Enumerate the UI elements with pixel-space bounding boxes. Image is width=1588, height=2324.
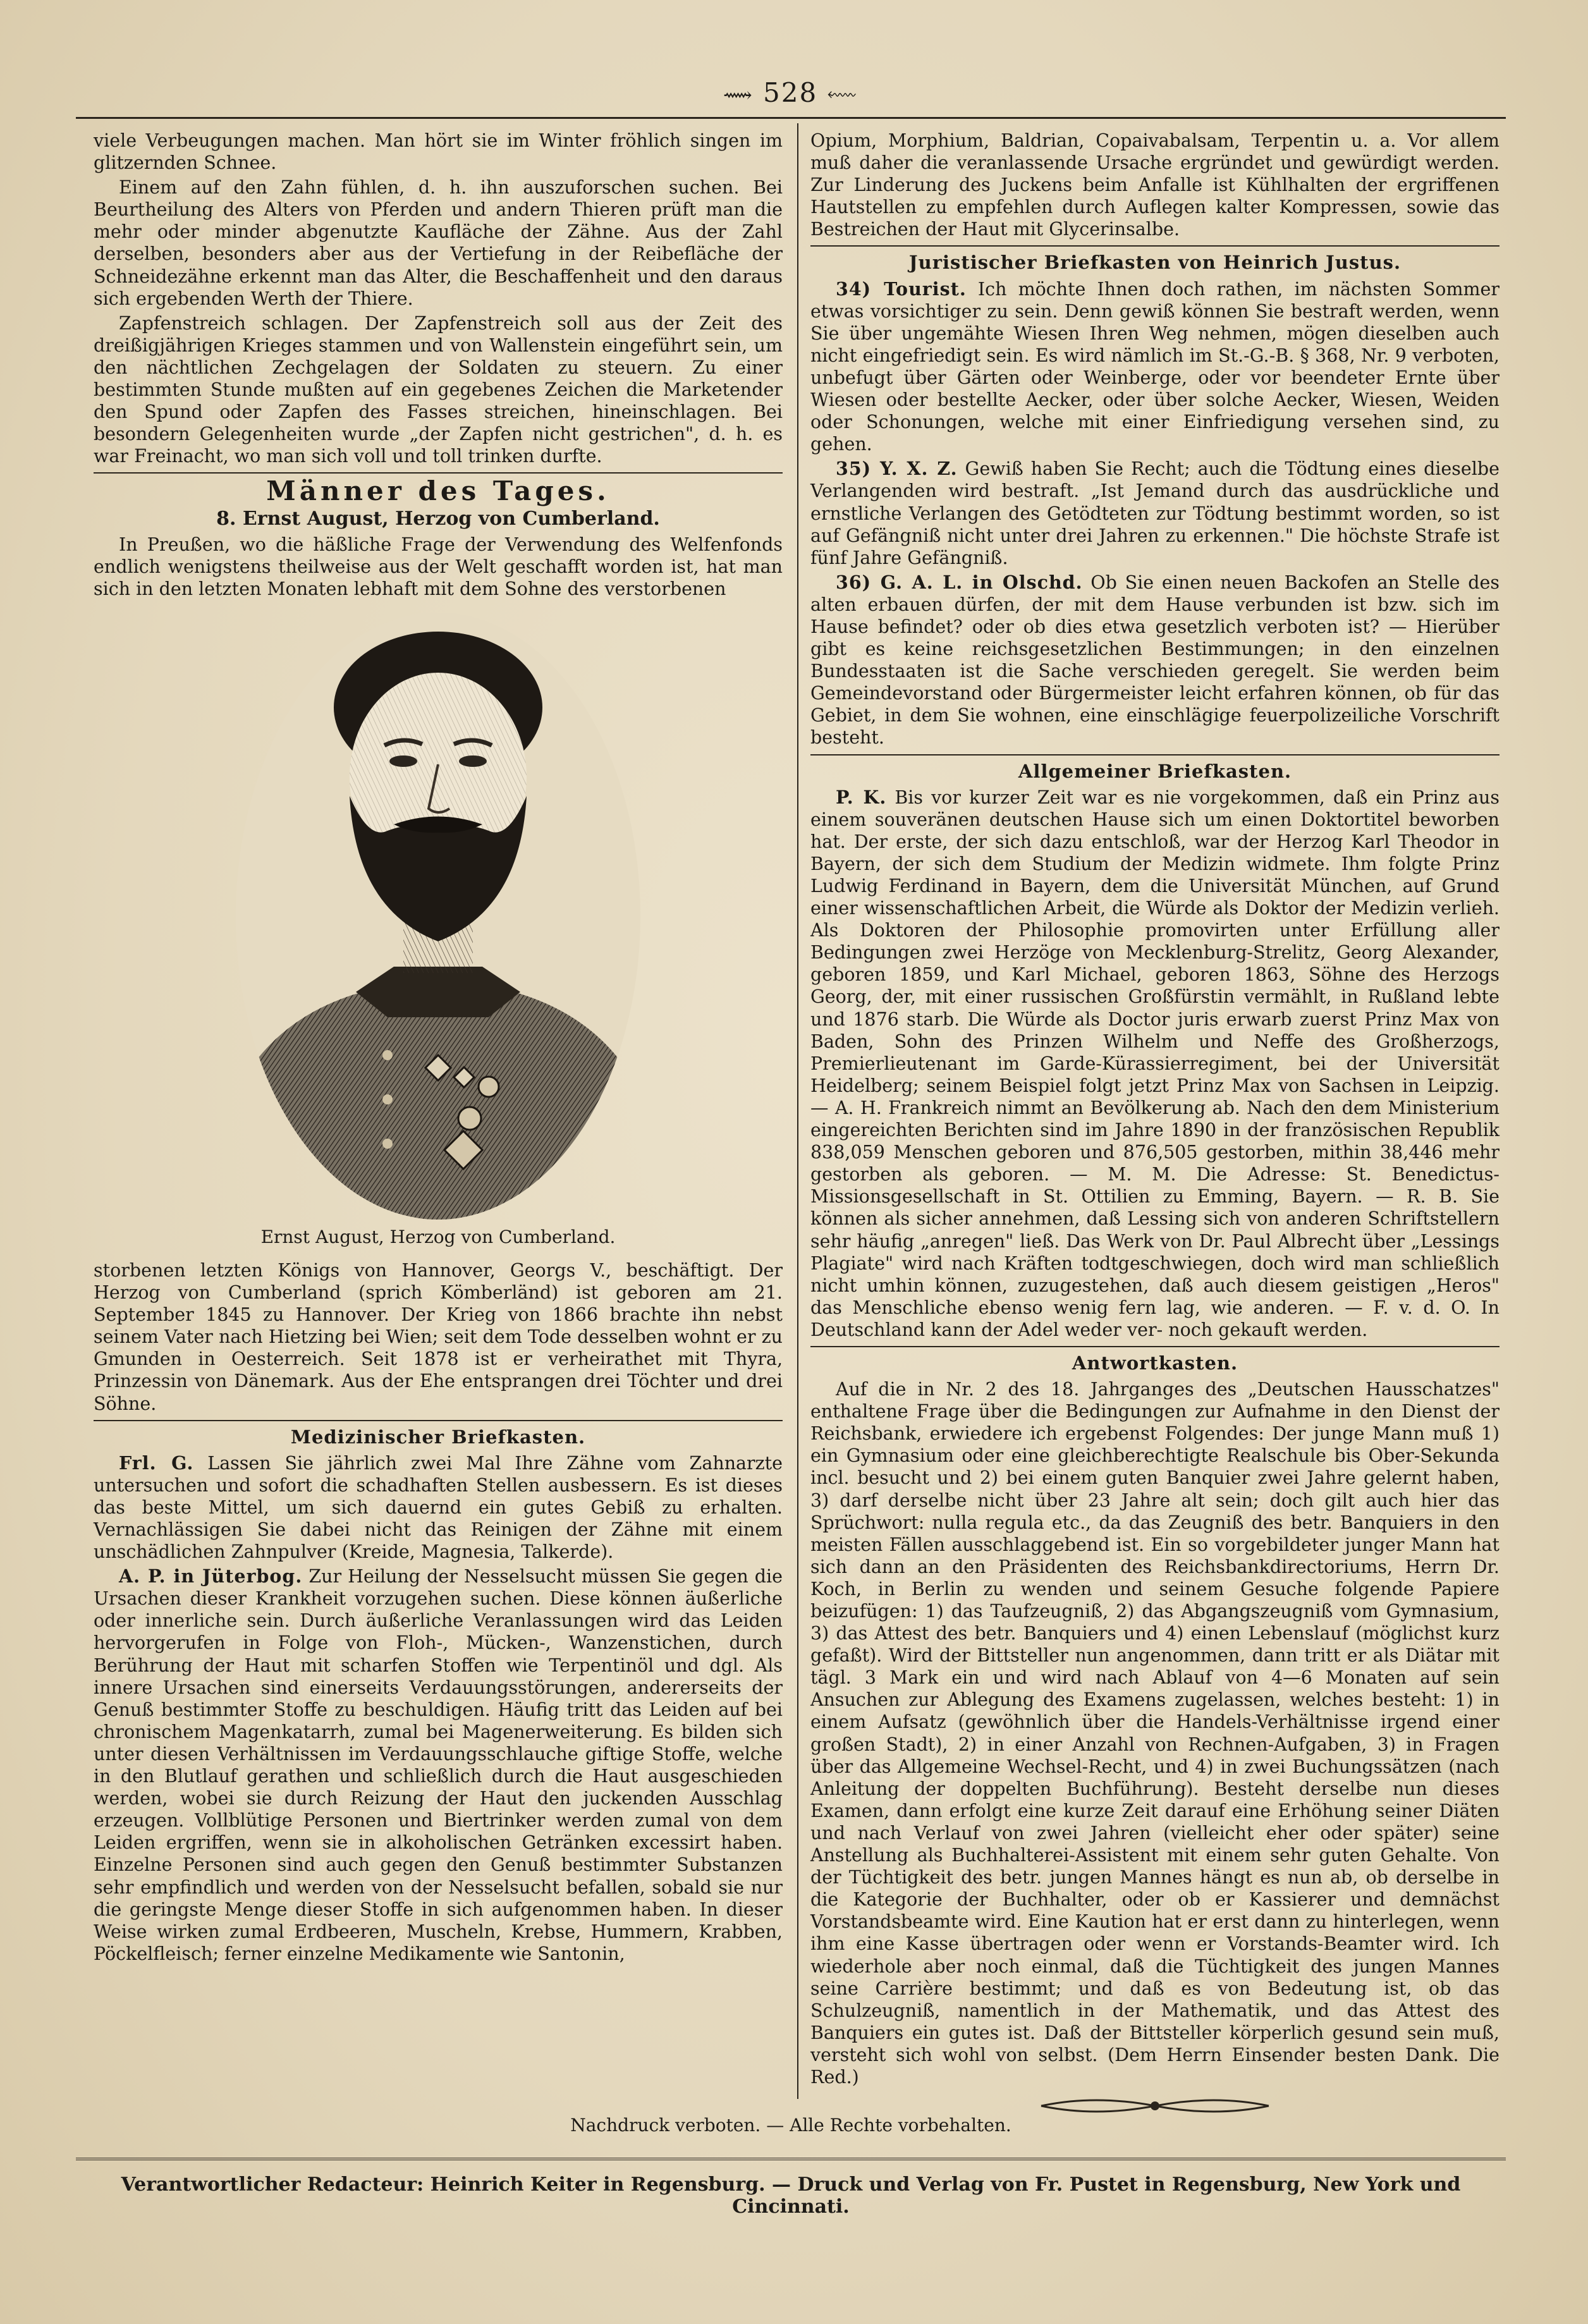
section-rule	[810, 1346, 1499, 1347]
medical-continuation: Opium, Morphium, Baldrian, Copaivabalsam, Terpentin u. a. Vor allem muß daher die veranlassende Ursache ergründet und gewürdigt werden. Zur Linderung des Juckens beim Anfalle ist Kühlhalten der ergriffenen Hautstellen zu empfehlen durch Auflegen kalter Kompressen, sowie das Bestreichen der Haut mit Glycerinsalbe.	[810, 130, 1499, 240]
legal-entry	[810, 278, 1499, 456]
entry-text: Zur Heilung der Nesselsucht müssen Sie gegen die Ursachen dieser Krankheit vorzugehen suchen. Diese können äußerliche oder innerliche sein. Durch äußerliche Veranlassungen wird das Leiden hervorgerufen in Folge von Floh-, Mücken-, Wanzenstichen, durch Berührung der Haut mit scharfen Stoffen wie Terpentinöl und dgl. Als innere Ursachen sind einerseits Verdauungsstörungen, andererseits der Genuß bestimmter Stoffe zu beschuldigen. Häufig tritt das Leiden auf bei chronischem Magenkatarrh, zumal bei Magenerweiterung. Es bilden sich unter diesen Verhältnissen im Verdauungsschlauche giftige Stoffe, welche in den Blutlauf gerathen und schließlich durch die Haut ausgeschieden werden, wobei sie durch Reizung der Haut den juckenden Ausschlag erzeugen. Vollblütige Personen und Biertrinker werden zumal von dem Leiden ergriffen, wenn sie in alkoholischen Getränken excessirt haben. Einzelne Personen sind auch gegen den Genuß bestimmter Substanzen sehr empfindlich und werden von der Nesselsucht befallen, sobald sie nur die geringste Menge dieser Stoffe in sich aufgenommen haben. In dieser Weise wirken zumal Erdbeeren, Muscheln, Krebse, Hummern, Krabben, Pöckelfleisch; ferner einzelne Medikamente wie Santonin,	[94, 1566, 783, 1964]
section-rule	[94, 472, 783, 474]
page-number	[708, 77, 872, 108]
intro-paragraph: viele Verbeugungen machen. Man hört sie im Winter fröhlich singen im glitzernden Schnee.	[94, 130, 783, 174]
section-rule	[94, 1420, 783, 1421]
entry-text: Lassen Sie jährlich zwei Mal Ihre Zähne vom Zahnarzte untersuchen und sofort die schadhaften Stellen ausbessern. Es ist dieses das beste Mittel, um sich dauernd ein gutes Gebiß zu erhalten. Vernachlässigen Sie dabei nicht das Reinigen der Zähne mit einem unschädlichen Zahnpulver (Kreide, Magnesia, Talkerde).	[94, 1452, 783, 1563]
page-number-value: 528	[763, 77, 818, 108]
medical-entry	[94, 1452, 783, 1563]
entry-text: Ich möchte Ihnen doch rathen, im nächsten Sommer etwas vorsichtiger zu sein. Denn gewiß können Sie bestraft werden, wenn Sie über ungemähte Wiesen Ihren Weg nehmen, mögen dieselben auch nicht eingefriedigt sein. Es wird nämlich im St.-G.-B. § 368, Nr. 9 verboten, unbefugt über Gärten oder Weinberge, oder vor beendeter Ernte über Wiesen oder bestellte Aecker, oder über solche Aecker, Wiesen, Weiden oder Schonungen, welche mit einer Einfriedigung versehen sind, zu gehen.	[810, 278, 1500, 455]
legal-entry	[810, 458, 1499, 568]
general-entry	[810, 786, 1499, 1341]
ornament-left-icon: ⟿	[723, 83, 754, 107]
entry-name: 34) Tourist.	[836, 278, 967, 300]
entry-text: Bis vor kurzer Zeit war es nie vorgekommen, daß ein Prinz aus einem souveränen deutschen Hause sich um einen Doktortitel beworben hat. Der erste, der sich dazu entschloß, war der Herzog Karl Theodor in Bayern, der sich dem Studium der Medizin widmete. Ihm folgte Prinz Ludwig Ferdinand in Bayern, dem die Universität München, auf Grund einer wissenschaftlichen Arbeit, die Würde als Doktor der Medizin verlieh. Als Doktoren der Philosophie promovirten unter Erfüllung aller Bedingungen zwei Herzöge von Mecklenburg-Strelitz, Georg Alexander, geboren 1859, und Karl Michael, geboren 1863, Söhne des Herzogs Georg, der, mit einer russischen Großfürstin vermählt, in Rußland lebte und 1876 starb. Die Würde als Doctor juris erwarb zuerst Prinz Max von Baden, Sohn des Prinzen Wilhelm und Neffe des Großherzogs, Premierlieutenant im Garde-Kürassierregiment, bei der Universität Heidelberg; seinem Beispiel folgt jetzt Prinz Max von Sachsen in Leipzig. — A. H. Frankreich nimmt an Bevölkerung ab. Nach den dem Ministerium eingereichten Berichten sind im Jahre 1890 in der französischen Republik 838,059 Menschen geboren und 876,505 gestorben, mithin 38,446 mehr gestorben als geboren. — M. M. Die Adresse: St. Benedictus-Missionsgesellschaft in St. Ottilien zu Emming, Bayern. — R. B. Sie können als sicher annehmen, daß Lessing sich von anderen Schriftstellern sehr häufig „anregen" ließ. Das Werk von Dr. Paul Albrecht über „Lessings Plagiate" wird nach Kräften todtgeschwiegen, doch wird man schließlich nicht umhin können, zuzugestehen, daß auch diesem geistigen „Heros" das Menschliche ebenso wenig fern lag, wie anderen. — F. v. d. O. In Deutschland kann der Adel weder ver- noch gekauft werden.	[810, 786, 1500, 1340]
imprint-line: Verantwortlicher Redacteur: Heinrich Keiter in Regensburg. — Druck und Verlag von Fr. Pustet in Regensburg, New York und Cincinnati.	[121, 2174, 1461, 2218]
section-rule	[810, 245, 1499, 247]
medical-entry	[94, 1565, 783, 1965]
entry-name: 35) Y. X. Z.	[836, 458, 958, 480]
entry-name: A. P. in Jüterbog.	[119, 1565, 303, 1587]
answer-paragraph: Auf die in Nr. 2 des 18. Jahrganges des „Deutschen Hausschatzes" enthaltene Frage über die Bedingungen zur Aufnahme in den Dienst der Reichsbank, erwiedere ich ergebenst Folgendes: Der junge Mann muß 1) ein Gymnasium oder eine gleichberechtigte Realschule bis Ober-Sekunda incl. besucht und 2) bei einem guten Banquier zwei Jahre gelernt haben, 3) darf derselbe nicht über 23 Jahre alt sein; doch gilt auch hier das Sprüchwort: nulla regula etc., da das Zeugniß des betr. Banquiers in den meisten Fällen ausschlaggebend ist. Ein so vorgebildeter junger Mann hat sich dann an den Präsidenten des Reichsbankdirectoriums, Herrn Dr. Koch, in Berlin zu wenden und seinem Gesuche folgende Papiere beizufügen: 1) das Taufzeugniß, 2) das Abgangszeugniß vom Gymnasium, 3) das Attest des betr. Banquiers und 4) einen Lebenslauf (möglichst kurz gefaßt). Wird der Bittsteller nun angenommen, dann tritt er als Diätar mit tägl. 3 Mark ein und wird nach Ablauf von 4—6 Monaten auf sein Ansuchen zur Ablegung des Examens zugelassen, welches besteht: 1) in einem Aufsatz (gewöhnlich über die Handels-Verhältnisse irgend einer großen Stadt), 2) in einer Anzahl von Rechnen-Aufgaben, 3) in Fragen über das Allgemeine Wechsel-Recht, und 4) in zwei Buchungssätzen (nach Anleitung der doppelten Buchführung). Besteht derselbe nun dieses Examen, dann erfolgt eine kurze Zeit darauf eine Erhöhung seiner Diäten und nach Verlauf von zwei Jahren (vielleicht eher oder später) seine Anstellung als Buchhalterei-Assistent mit einem sehr guten Gehalte. Von der Tüchtigkeit des betr. jungen Mannes hängt es nun ab, ob derselbe in die Kategorie der Buchhalter, oder ob er Kassierer und demnächst Vorstandsbeamte wird. Eine Kaution hat er erst dann zu hinterlegen, wenn ihm eine Kasse übertragen oder wenn er Vorstands-Beamter wird. Ich wiederhole aber noch einmal, daß die Tüchtigkeit des jungen Mannes seine Carrière bestimmt; und daß es von Bedeutung ist, ob das Schulzeugniß, namentlich in der Mathematik, und das Attest des Banquiers ein gutes ist. Daß der Bittsteller körperlich gesund sein muß, versteht sich wohl von selbst. (Dem Herrn Einsender besten Dank. Die Red.)	[810, 1379, 1499, 2088]
entry-text: Ob Sie einen neuen Backofen an Stelle des alten erbauen dürfen, der mit dem Hause verbunden ist bzw. sich im Hause befindet? oder ob dies etwa gesetzlich verboten ist? — Hierüber gibt es keine reichsgesetzlichen Bestimmungen; in den einzelnen Bundesstaaten ist die Sache verschieden geregelt. Sie werden beim Gemeindevorstand oder Bürgermeister leicht erfahren können, ob für das Gebiet, in dem Sie wohnen, eine einschlägige feuerpolizeiliche Vorschrift besteht.	[810, 572, 1499, 749]
intro-paragraph: Zapfenstreich schlagen. Der Zapfenstreich soll aus der Zeit des dreißigjährigen Krieges stammen und von Wallenstein eingeführt sein, um den nächtlichen Zechgelagen der Soldaten zu steuern. Zu einer bestimmten Stunde mußten auf ein gegebenes Zeichen die Marketender den Spund oder Zapfen des Fasses streichen, hineinschlagen. Bei besondern Gelegenheiten wurde „der Zapfen nicht gestrichen", d. h. es war Freinacht, wo man sich voll und toll trinken durfte.	[94, 312, 783, 467]
article-paragraph: In Preußen, wo die häßliche Frage der Verwendung des Welfenfonds endlich wenigstens theilweise aus der Welt geschafft worden ist, hat man sich in den letzten Monaten lebhaft mit dem Sohne des verstorbenen	[94, 534, 783, 599]
column-divider	[797, 123, 798, 2099]
portrait-engraving	[236, 613, 640, 1220]
article-title: 8. Ernst August, Herzog von Cumberland.	[216, 507, 660, 530]
entry-text: Gewiß haben Sie Recht; auch die Tödtung eines dieselbe Verlangenden wird bestraft. „Ist Jemand durch das ausdrückliche und ernstliche Verlangen des Getödteten zur Tödtung bestimmt worden, so ist auf Gefängniß nicht unter drei Jahren zu erkennen." Die höchste Strafe ist fünf Jahre Gefängniß.	[810, 458, 1500, 568]
right-column	[810, 130, 1499, 2124]
entry-name: Frl. G.	[119, 1452, 194, 1474]
medical-section-title: Medizinischer Briefkasten.	[290, 1426, 586, 1448]
legal-entry	[810, 572, 1499, 749]
intro-paragraph: Einem auf den Zahn fühlen, d. h. ihn auszuforschen suchen. Bei Beurtheilung des Alters von Pferden und andern Thieren prüft man die mehr oder minder abgenutzte Kaufläche der Zähne. Aus der Zahl derselben, besonders aber aus der Vertiefung in der Reibefläche der Schneidezähne erkennt man das Alter, die Beschaffenheit und den daraus sich ergebenden Werth der Thiere.	[94, 177, 783, 309]
article-paragraph: storbenen letzten Königs von Hannover, Georgs V., beschäftigt. Der Herzog von Cumberland (sprich Kömberländ) ist geboren am 21. September 1845 zu Hannover. Der Krieg von 1866 brachte ihn nebst seinem Vater nach Hietzing bei Wien; seit dem Tode desselben wohnt er zu Gmunden in Oesterreich. Seit 1878 ist er verheirathet mit Thyra, Prinzessin von Dänemark. Aus der Ehe entsprangen drei Töchter und drei Söhne.	[94, 1259, 783, 1414]
portrait-illustration	[236, 613, 640, 1220]
answer-section-title: Antwortkasten.	[1072, 1352, 1238, 1374]
ornament-right-icon: ⬳	[827, 83, 858, 107]
legal-section-title: Juristischer Briefkasten von Heinrich Justus.	[908, 252, 1402, 274]
entry-name: P. K.	[836, 786, 887, 808]
left-column	[94, 130, 783, 1967]
general-section-title: Allgemeiner Briefkasten.	[1018, 760, 1292, 782]
entry-name: 36) G. A. L. in Olschd.	[836, 571, 1083, 593]
series-title: Männer des Tages.	[266, 475, 610, 507]
portrait-caption: Ernst August, Herzog von Cumberland.	[260, 1226, 616, 1247]
section-rule	[810, 754, 1499, 755]
reprint-notice: Nachdruck verboten. — Alle Rechte vorbehalten.	[570, 2115, 1011, 2136]
